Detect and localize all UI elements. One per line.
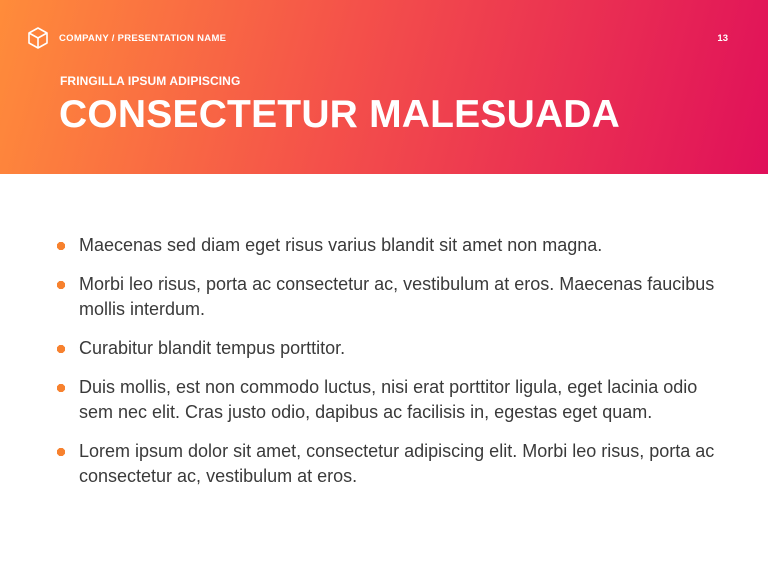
bullet-octagon-icon	[57, 281, 65, 289]
bullet-octagon-icon	[57, 345, 65, 353]
header-banner	[0, 0, 768, 174]
bullet-item	[57, 272, 717, 322]
slide-subtitle: FRINGILLA IPSUM ADIPISCING	[60, 74, 241, 88]
bullet-item	[57, 336, 717, 361]
bullet-text: Maecenas sed diam eget risus varius blandit sit amet non magna.	[79, 235, 603, 255]
bullet-text: Morbi leo risus, porta ac consectetur ac, vestibulum at eros. Maecenas faucibus mollis interdum.	[79, 274, 715, 319]
bullet-item	[57, 233, 717, 258]
bullet-item	[57, 439, 717, 489]
bullet-octagon-icon	[57, 448, 65, 456]
hexagon-cube-icon	[28, 27, 48, 49]
bullet-text: Lorem ipsum dolor sit amet, consectetur adipiscing elit. Morbi leo risus, porta ac consectetur ac, vestibulum at eros.	[79, 441, 715, 486]
bullet-octagon-icon	[57, 242, 65, 250]
company-name: COMPANY / PRESENTATION NAME	[59, 33, 227, 44]
bullet-text: Duis mollis, est non commodo luctus, nisi erat porttitor ligula, eget lacinia odio sem nec elit. Cras justo odio, dapibus ac facilisis in, egestas eget quam.	[79, 377, 698, 422]
bullet-text: Curabitur blandit tempus porttitor.	[79, 338, 346, 358]
slide-title: CONSECTETUR MALESUADA	[59, 93, 621, 136]
page-number: 13	[717, 33, 728, 44]
bullet-item	[57, 375, 717, 425]
bullet-octagon-icon	[57, 384, 65, 392]
bullet-list	[57, 233, 717, 503]
